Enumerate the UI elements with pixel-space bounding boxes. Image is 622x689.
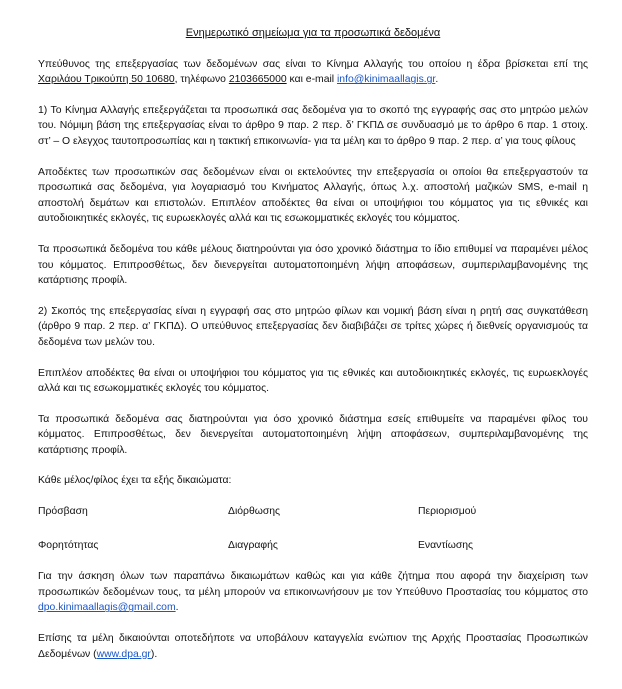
dpo-paragraph — [38, 569, 588, 616]
controller-address: Χαριλάου Τρικούπη 50 10680 — [38, 74, 175, 86]
purpose-members-paragraph: 1) Το Κίνημα Αλλαγής επεξεργάζεται τα προσωπικά σας δεδομένα για το σκοπό της εγγραφής σας στο μητρώο μελών του. Νόμιμη βάση της επεξεργασίας είναι το άρθρο 9 παρ. 2 περ. δ’ ΓΚΠΔ σε συνδυασμό με το άρθρο 6 παρ. 1 στοιχ. στ’ – Ο ελεγχος ταυτοπροσωπίας και η τακτική επικοινωνία- για τα μέλη και το άρθρο 9 παρ. 2 περ. α’ για τους φίλους — [38, 104, 588, 147]
phone-label: , τηλέφωνο — [174, 74, 226, 86]
right-portability: Φορητότητας — [38, 539, 99, 551]
purpose-friends-paragraph: 2) Σκοπός της επεξεργασίας είναι η εγγραφή σας στο μητρώο φίλων και νομική βάση είναι η ρητή σας συγκατάθεση (άρθρο 9 παρ. 2 περ. α’ ΓΚΠΔ). Ο υπεύθυνος επεξεργασίας δεν διαβιβάζει σε τρίτες χώρες ή διεθνείς οργανισμούς τα δεδομένα των μελών του. — [38, 305, 588, 348]
controller-end: . — [435, 74, 439, 86]
dpo-text: Για την άσκηση όλων των παραπάνω δικαιωμάτων καθώς και για κάθε ζήτημα που αφορά την διαχείριση των προσωπικών δεδομένων τους, τα μέλη μπορούν να επικοινωνήσουν με τον Υπεύθυνο Προστασίας του κόμματος στο — [38, 571, 588, 598]
rights-intro: Κάθε μέλος/φίλος έχει τα εξής δικαιώματα: — [38, 475, 232, 487]
dpo-end: . — [175, 602, 179, 614]
controller-paragraph — [38, 57, 588, 88]
friends-retention-paragraph: Τα προσωπικά δεδομένα σας διατηρούνται για όσο χρονικό διάστημα εσείς επιθυμείτε να παραμένει φίλος του κόμματος. Επιπροσθέτως, δεν διενεργείται αυτοματοποιημένη λήψη αποφάσεων, συμπεριλαμβανομένης της κατάρτισης προφίλ. — [38, 413, 588, 456]
complaint-paragraph — [38, 631, 588, 662]
email-label: και e-mail — [289, 74, 335, 86]
controller-intro: Υπεύθυνος της επεξεργασίας των δεδομένων σας είναι το Κίνημα Αλλαγής του οποίου η έδρα βρίσκεται επί της — [38, 58, 588, 70]
phone-number: 2103665000 — [228, 74, 287, 86]
right-erasure: Διαγραφής — [228, 539, 278, 551]
members-retention-paragraph: Τα προσωπικά δεδομένα του κάθε μέλους διατηρούνται για όσο χρονικό διάστημα το ίδιο επιθυμεί να παραμένει μέλος του κόμματος. Επιπροσθέτως, δεν διενεργείται αυτοματοποιημένη λήψη αποφάσεων, συμπεριλαμβανομένης της κατάρτισης προφίλ. — [38, 243, 588, 287]
right-objection: Εναντίωσης — [418, 539, 474, 551]
complaint-text: Επίσης τα μέλη δικαιούνται οποτεδήποτε να υποβάλουν καταγγελία ενώπιον της Αρχής Προστασίας Προσωπικών Δεδομένων ( — [38, 633, 588, 660]
additional-recipients-paragraph: Επιπλέον αποδέκτες θα είναι οι υποψήφιοι του κόμματος για τις εθνικές και αυτοδιοικητικές εκλογές, τις ευρωεκλογές αλλά και τις εσωκομματικές εκλογές του κόμματος. — [38, 367, 588, 395]
right-rectification: Διόρθωσης — [228, 506, 281, 518]
right-access: Πρόσβαση — [38, 506, 88, 518]
recipients-paragraph: Αποδέκτες των προσωπικών σας δεδομένων είναι οι εκτελούντες την επεξεργασία οι οποίοι θα επεξεργαστούν τα προσωπικά σας δεδομένα, για λογαριασμό του Κινήματος Αλλαγής, όπως λ.χ. αποστολή μαζικών SMS, e-mail η αποστολή δεμάτων και επιστολών. Επιπλέον αποδέκτες θα είναι οι υποψήφιοι του κόμματος για τις εθνικές και αυτοδιοικητικές εκλογές, τις ευρωεκλογές αλλά και τις εσωκομματικές εκλογές του κόμματος. — [38, 166, 588, 225]
controller-email-link[interactable]: info@kinimaallagis.gr — [336, 74, 436, 86]
complaint-end: ). — [150, 648, 158, 660]
rights-grid — [38, 504, 588, 553]
document-title: Ενημερωτικό σημείωμα για τα προσωπικά δεδομένα — [185, 27, 441, 39]
right-restriction: Περιορισμού — [418, 506, 477, 518]
dpa-website-link[interactable]: www.dpa.gr — [96, 648, 151, 660]
dpo-email-link[interactable]: dpo.kinimaallagis@gmail.com — [38, 602, 176, 614]
